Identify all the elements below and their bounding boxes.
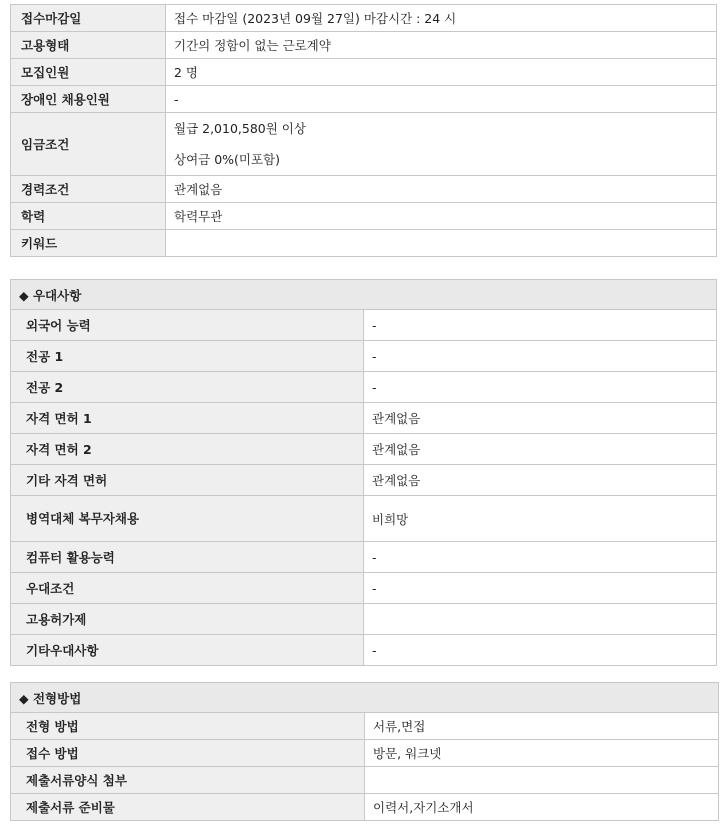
pref-value: - bbox=[364, 573, 717, 604]
pref-value: - bbox=[364, 372, 717, 403]
pref-label: 전공 2 bbox=[11, 372, 364, 403]
pref-label: 기타 자격 면허 bbox=[11, 465, 364, 496]
table-row bbox=[11, 496, 717, 542]
table-row bbox=[11, 310, 717, 341]
pref-value: - bbox=[364, 635, 717, 666]
section-header bbox=[11, 280, 717, 310]
wage-label: 임금조건 bbox=[11, 113, 166, 176]
pref-label: 전공 1 bbox=[11, 341, 364, 372]
job-conditions-table bbox=[10, 4, 717, 257]
table-row bbox=[11, 635, 717, 666]
preference-table bbox=[10, 279, 717, 666]
table-row bbox=[11, 32, 717, 59]
pref-value bbox=[364, 604, 717, 635]
education-value: 학력무관 bbox=[166, 203, 717, 230]
selection-label: 제출서류 준비물 bbox=[11, 794, 365, 821]
table-row bbox=[11, 203, 717, 230]
selection-value: 이력서,자기소개서 bbox=[365, 794, 719, 821]
selection-value: 방문, 워크넷 bbox=[365, 740, 719, 767]
selection-table bbox=[10, 682, 719, 821]
table-row bbox=[11, 794, 719, 821]
table-row bbox=[11, 59, 717, 86]
wage-monthly: 월급 2,010,580원 이상 bbox=[174, 121, 306, 136]
section-header bbox=[11, 683, 719, 713]
table-row bbox=[11, 434, 717, 465]
table-row bbox=[11, 230, 717, 257]
headcount-label: 모집인원 bbox=[11, 59, 166, 86]
education-label: 학력 bbox=[11, 203, 166, 230]
pref-value: - bbox=[364, 310, 717, 341]
pref-value: - bbox=[364, 542, 717, 573]
wage-bonus: 상여금 0%(미포함) bbox=[174, 152, 281, 167]
table-row bbox=[11, 176, 717, 203]
table-row bbox=[11, 465, 717, 496]
wage-value bbox=[166, 113, 717, 176]
pref-label: 외국어 능력 bbox=[11, 310, 364, 341]
pref-label: 고용허가제 bbox=[11, 604, 364, 635]
preference-section-title: ◆ 우대사항 bbox=[11, 280, 717, 310]
table-row bbox=[11, 573, 717, 604]
employment-type-value: 기간의 정함이 없는 근로계약 bbox=[166, 32, 717, 59]
pref-label: 기타우대사항 bbox=[11, 635, 364, 666]
headcount-value: 2 명 bbox=[166, 59, 717, 86]
deadline-label: 접수마감일 bbox=[11, 5, 166, 32]
deadline-value: 접수 마감일 (2023년 09월 27일) 마감시간 : 24 시 bbox=[166, 5, 717, 32]
table-row bbox=[11, 5, 717, 32]
keyword-label: 키워드 bbox=[11, 230, 166, 257]
selection-label: 전형 방법 bbox=[11, 713, 365, 740]
table-row bbox=[11, 341, 717, 372]
table-row bbox=[11, 767, 719, 794]
employment-type-label: 고용형태 bbox=[11, 32, 166, 59]
selection-label: 제출서류양식 첨부 bbox=[11, 767, 365, 794]
selection-value bbox=[365, 767, 719, 794]
experience-value: 관계없음 bbox=[166, 176, 717, 203]
table-row bbox=[11, 372, 717, 403]
pref-value: 비희망 bbox=[364, 496, 717, 542]
disabled-hiring-value: - bbox=[166, 86, 717, 113]
table-row bbox=[11, 542, 717, 573]
pref-label: 자격 면허 2 bbox=[11, 434, 364, 465]
table-row bbox=[11, 86, 717, 113]
pref-label: 병역대체 복무자채용 bbox=[11, 496, 364, 542]
pref-value: 관계없음 bbox=[364, 403, 717, 434]
keyword-value bbox=[166, 230, 717, 257]
table-row bbox=[11, 403, 717, 434]
table-row bbox=[11, 113, 717, 176]
selection-section-title: ◆ 전형방법 bbox=[11, 683, 719, 713]
selection-label: 접수 방법 bbox=[11, 740, 365, 767]
selection-value: 서류,면접 bbox=[365, 713, 719, 740]
pref-value: 관계없음 bbox=[364, 465, 717, 496]
disabled-hiring-label: 장애인 채용인원 bbox=[11, 86, 166, 113]
table-row bbox=[11, 604, 717, 635]
pref-label: 우대조건 bbox=[11, 573, 364, 604]
table-row bbox=[11, 740, 719, 767]
pref-value: - bbox=[364, 341, 717, 372]
pref-label: 자격 면허 1 bbox=[11, 403, 364, 434]
pref-label: 컴퓨터 활용능력 bbox=[11, 542, 364, 573]
experience-label: 경력조건 bbox=[11, 176, 166, 203]
pref-value: 관계없음 bbox=[364, 434, 717, 465]
table-row bbox=[11, 713, 719, 740]
